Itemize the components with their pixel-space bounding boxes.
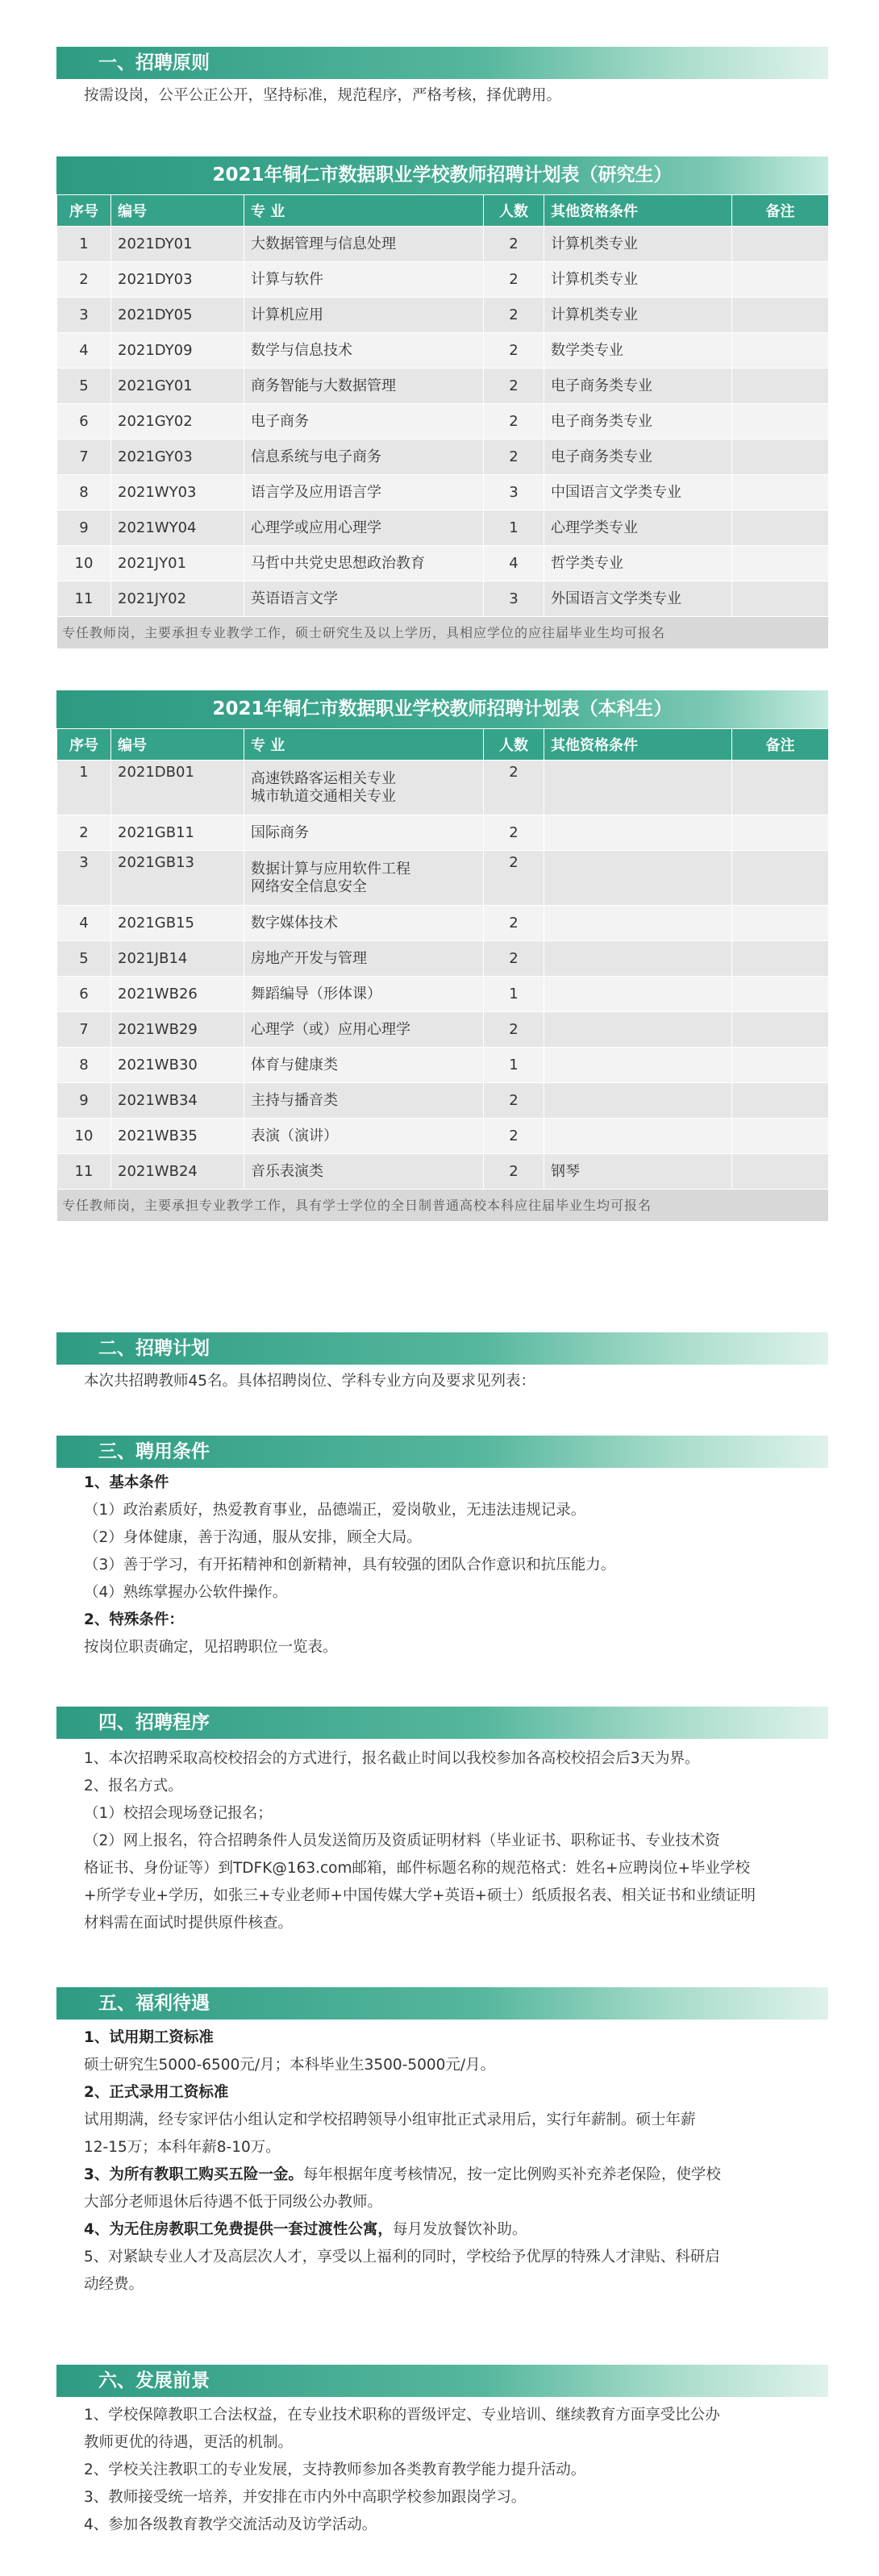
table-row: [57, 1154, 829, 1190]
cell-col-index: 10: [57, 1119, 111, 1154]
procedure-text: [84, 1745, 826, 1937]
procedure-line: 2、报名方式。: [84, 1778, 183, 1794]
table-row: [57, 761, 829, 815]
cell-col-code: 2021WB35: [111, 1119, 244, 1154]
cell-col-code: 2021DB01: [111, 761, 244, 815]
table-row: [57, 298, 829, 333]
cell-col-code: 2021WB26: [111, 977, 244, 1012]
cell-col-remarks: [732, 511, 829, 546]
benefits-line: 动经费。: [84, 2276, 144, 2293]
benefits-line: 大部分老师退休后待遇不低于同级公办教师。: [84, 2194, 383, 2211]
cell-col-conditions: 计算机类专业: [544, 298, 732, 333]
benefits-bold: 4、为无住房教职工免费提供一套过渡性公寓，: [84, 2221, 393, 2238]
conditions-text: [84, 1469, 826, 1661]
procedure-line: +所学专业+学历，如张三+专业老师+中国传媒大学+英语+硕士）纸质报名表、相关证书和业绩证明: [84, 1887, 756, 1904]
prospects-line: 4、参加各级教育教学交流活动及访学活动。: [84, 2516, 377, 2533]
table-row: [57, 1048, 829, 1083]
cell-col-conditions: [544, 1083, 732, 1119]
cell-col-index: 7: [57, 440, 111, 475]
cell-col-count: 3: [484, 475, 544, 511]
table-footer-note: 专任教师岗，主要承担专业教学工作，具有学士学位的全日制普通高校本科应往届毕业生均可报名: [57, 1190, 829, 1222]
cell-col-conditions: 电子商务类专业: [544, 404, 732, 440]
procedure-line: 格证书、身份证等）到TDFK@163.com邮箱，邮件标题名称的规范格式：姓名+应聘岗位+毕业学校: [84, 1860, 751, 1877]
section-title-plan: 二、招聘计划: [56, 1332, 828, 1365]
cell-col-major: 计算机应用: [244, 298, 484, 333]
table-row: [57, 1119, 829, 1154]
cell-col-count: 2: [484, 333, 544, 369]
cell-col-major: 商务智能与大数据管理: [244, 369, 484, 404]
principles-line: 按需设岗，公平公正公开，坚持标准，规范程序，严格考核，择优聘用。: [84, 87, 562, 104]
section-title-principles: 一、招聘原则: [56, 47, 828, 79]
cell-col-count: 2: [484, 941, 544, 977]
cell-col-major: 计算与软件: [244, 262, 484, 298]
cell-col-index: 3: [57, 851, 111, 906]
cell-col-code: 2021WB24: [111, 1154, 244, 1190]
cell-col-index: 9: [57, 1083, 111, 1119]
cell-col-count: 2: [484, 906, 544, 941]
header-col-conditions: 其他资格条件: [544, 195, 732, 227]
cell-col-count: 2: [484, 851, 544, 906]
cell-col-count: 2: [484, 1012, 544, 1048]
cell-col-code: 2021JB14: [111, 941, 244, 977]
benefits-line: 1、试用期工资标准: [84, 2029, 214, 2046]
table-row: [57, 227, 829, 262]
cell-col-remarks: [732, 440, 829, 475]
section-title-procedure: 四、招聘程序: [56, 1707, 828, 1739]
table-row: [57, 546, 829, 581]
cell-col-index: 5: [57, 369, 111, 404]
cell-col-code: 2021WB30: [111, 1048, 244, 1083]
benefits-line: 5、对紧缺专业人才及高层次人才，享受以上福利的同时，学校给予优厚的特殊人才津贴、科研启: [84, 2249, 720, 2265]
cell-col-major: 马哲中共党史思想政治教育: [244, 546, 484, 581]
cell-col-conditions: [544, 1012, 732, 1048]
header-col-index: 序号: [57, 729, 111, 761]
plan-text: [84, 1368, 826, 1395]
table-row: [57, 475, 829, 511]
cell-col-major: 房地产开发与管理: [244, 941, 484, 977]
cell-col-code: 2021WY04: [111, 511, 244, 546]
table-row: [57, 511, 829, 546]
table-row: [57, 815, 829, 851]
cell-col-count: 2: [484, 298, 544, 333]
cell-col-conditions: [544, 1048, 732, 1083]
benefits-bold: 3、为所有教职工购买五险一金。: [84, 2166, 303, 2183]
cell-col-code: 2021WY03: [111, 475, 244, 511]
cell-col-conditions: 计算机类专业: [544, 262, 732, 298]
cell-col-code: 2021GY02: [111, 404, 244, 440]
cell-col-code: 2021JY01: [111, 546, 244, 581]
table-row: [57, 262, 829, 298]
conditions-line: （3）善于学习，有开拓精神和创新精神，具有较强的团队合作意识和抗压能力。: [84, 1557, 616, 1574]
conditions-line: 按岗位职责确定，见招聘职位一览表。: [84, 1639, 338, 1656]
cell-col-major: 数学与信息技术: [244, 333, 484, 369]
cell-col-index: 8: [57, 1048, 111, 1083]
cell-col-conditions: [544, 815, 732, 851]
cell-col-major: 心理学或应用心理学: [244, 511, 484, 546]
procedure-line: 1、本次招聘采取高校校招会的方式进行，报名截止时间以我校参加各高校校招会后3天为界。: [84, 1750, 700, 1767]
cell-col-major: 音乐表演类: [244, 1154, 484, 1190]
cell-col-count: 2: [484, 1154, 544, 1190]
cell-col-conditions: 数学类专业: [544, 333, 732, 369]
cell-col-index: 11: [57, 1154, 111, 1190]
cell-col-remarks: [732, 262, 829, 298]
cell-col-conditions: [544, 977, 732, 1012]
cell-col-major: 国际商务: [244, 815, 484, 851]
cell-col-index: 2: [57, 815, 111, 851]
cell-col-index: 6: [57, 977, 111, 1012]
cell-col-index: 4: [57, 333, 111, 369]
cell-col-code: 2021GB11: [111, 815, 244, 851]
cell-col-major: 表演（演讲）: [244, 1119, 484, 1154]
cell-col-remarks: [732, 475, 829, 511]
benefits-line: 2、正式录用工资标准: [84, 2084, 229, 2101]
cell-col-conditions: [544, 761, 732, 815]
cell-col-remarks: [732, 546, 829, 581]
cell-col-major: 体育与健康类: [244, 1048, 484, 1083]
cell-col-conditions: [544, 906, 732, 941]
cell-col-remarks: [732, 581, 829, 617]
cell-col-index: 10: [57, 546, 111, 581]
cell-col-conditions: 电子商务类专业: [544, 440, 732, 475]
table-footer-row: [57, 1190, 829, 1222]
cell-col-code: 2021JY02: [111, 581, 244, 617]
header-col-remarks: 备注: [732, 195, 829, 227]
cell-col-index: 5: [57, 941, 111, 977]
cell-col-conditions: 中国语言文学类专业: [544, 475, 732, 511]
postgrad-plan-table: [56, 156, 828, 649]
procedure-line: 材料需在面试时提供原件核查。: [84, 1915, 294, 1932]
cell-col-count: 2: [484, 227, 544, 262]
benefits-line: [84, 2161, 826, 2189]
cell-col-code: 2021GB15: [111, 906, 244, 941]
benefits-line: 硕士研究生5000-6500元/月；本科毕业生3500-5000元/月。: [84, 2057, 496, 2074]
cell-col-remarks: [732, 1048, 829, 1083]
conditions-line: （2）身体健康，善于沟通，服从安排，顾全大局。: [84, 1529, 422, 1546]
cell-col-code: 2021DY09: [111, 333, 244, 369]
prospects-line: 教师更优的待遇，更活的机制。: [84, 2434, 294, 2451]
cell-col-major: 电子商务: [244, 404, 484, 440]
header-col-conditions: 其他资格条件: [544, 729, 732, 761]
cell-col-remarks: [732, 1012, 829, 1048]
cell-col-index: 7: [57, 1012, 111, 1048]
table-row: [57, 1083, 829, 1119]
cell-col-major: 数据计算与应用软件工程 网络安全信息安全: [244, 851, 484, 906]
cell-col-major: 舞蹈编导（形体课）: [244, 977, 484, 1012]
cell-col-conditions: [544, 851, 732, 906]
table-row: [57, 977, 829, 1012]
cell-col-index: 8: [57, 475, 111, 511]
header-col-count: 人数: [484, 729, 544, 761]
cell-col-major: 心理学（或）应用心理学: [244, 1012, 484, 1048]
procedure-line: （1）校招会现场登记报名；: [84, 1805, 273, 1822]
table-row: [57, 906, 829, 941]
cell-col-remarks: [732, 977, 829, 1012]
header-col-major: 专 业: [244, 195, 484, 227]
table-row: [57, 333, 829, 369]
cell-col-code: 2021DY05: [111, 298, 244, 333]
table-header-row: [57, 729, 829, 761]
cell-col-remarks: [732, 941, 829, 977]
header-col-major: 专 业: [244, 729, 484, 761]
cell-col-index: 4: [57, 906, 111, 941]
cell-col-major: 主持与播音类: [244, 1083, 484, 1119]
benefits-text: [84, 2024, 826, 2299]
section-title-benefits: 五、福利待遇: [56, 1987, 828, 2020]
cell-col-index: 1: [57, 227, 111, 262]
prospects-line: 2、学校关注教职工的专业发展，支持教师参加各类教育教学能力提升活动。: [84, 2461, 586, 2478]
cell-col-index: 11: [57, 581, 111, 617]
table-row: [57, 369, 829, 404]
table-row: [57, 440, 829, 475]
conditions-line: （1）政治素质好，热爱教育事业，品德端正，爱岗敬业，无违法违规记录。: [84, 1502, 586, 1519]
prospects-text: [84, 2402, 826, 2539]
cell-col-major: 英语语言文学: [244, 581, 484, 617]
cell-col-remarks: [732, 298, 829, 333]
cell-col-count: 1: [484, 511, 544, 546]
cell-col-remarks: [732, 1083, 829, 1119]
conditions-line: （4）熟练掌握办公软件操作。: [84, 1584, 288, 1601]
cell-col-count: 1: [484, 1048, 544, 1083]
cell-col-code: 2021GB13: [111, 851, 244, 906]
cell-col-remarks: [732, 369, 829, 404]
table-footer-row: [57, 617, 829, 649]
cell-col-code: 2021DY03: [111, 262, 244, 298]
header-col-index: 序号: [57, 195, 111, 227]
conditions-line: 2、特殊条件：: [84, 1611, 184, 1628]
cell-col-conditions: 心理学类专业: [544, 511, 732, 546]
benefits-rest: 每月发放餐饮补助。: [392, 2221, 527, 2238]
table-footer-note: 专任教师岗，主要承担专业教学工作，硕士研究生及以上学历，具相应学位的应往届毕业生均可报名: [57, 617, 829, 649]
cell-col-count: 2: [484, 262, 544, 298]
cell-col-conditions: 计算机类专业: [544, 227, 732, 262]
header-col-count: 人数: [484, 195, 544, 227]
table-row: [57, 581, 829, 617]
cell-col-major: 信息系统与电子商务: [244, 440, 484, 475]
cell-col-count: 2: [484, 404, 544, 440]
cell-col-index: 3: [57, 298, 111, 333]
cell-col-index: 2: [57, 262, 111, 298]
cell-col-remarks: [732, 815, 829, 851]
prospects-line: 3、教师接受统一培养，并安排在市内外中高职学校参加跟岗学习。: [84, 2489, 527, 2506]
cell-col-conditions: [544, 941, 732, 977]
cell-col-conditions: 钢琴: [544, 1154, 732, 1190]
cell-col-remarks: [732, 1119, 829, 1154]
section-title-prospects: 六、发展前景: [56, 2365, 828, 2397]
cell-col-conditions: 哲学类专业: [544, 546, 732, 581]
cell-col-conditions: [544, 1119, 732, 1154]
table-row: [57, 404, 829, 440]
header-col-code: 编号: [111, 729, 244, 761]
cell-col-count: 4: [484, 546, 544, 581]
benefits-rest: 每年根据年度考核情况，按一定比例购买补充养老保险，使学校: [302, 2166, 721, 2183]
cell-col-major: 语言学及应用语言学: [244, 475, 484, 511]
table-row: [57, 1012, 829, 1048]
cell-col-code: 2021WB34: [111, 1083, 244, 1119]
cell-col-remarks: [732, 761, 829, 815]
undergrad-plan-table: [56, 690, 828, 1222]
section-title-conditions: 三、聘用条件: [56, 1436, 828, 1468]
cell-col-remarks: [732, 851, 829, 906]
principles-text: [84, 82, 826, 110]
cell-col-code: 2021DY01: [111, 227, 244, 262]
procedure-line: （2）网上报名，符合招聘条件人员发送简历及资质证明材料（毕业证书、职称证书、专业技术资: [84, 1832, 720, 1849]
cell-col-major: 数字媒体技术: [244, 906, 484, 941]
cell-col-remarks: [732, 1154, 829, 1190]
conditions-line: 1、基本条件: [84, 1474, 169, 1491]
cell-col-conditions: 外国语言文学类专业: [544, 581, 732, 617]
table-title: 2021年铜仁市数据职业学校教师招聘计划表（研究生）: [56, 156, 828, 194]
benefits-line: [84, 2216, 826, 2244]
cell-col-remarks: [732, 227, 829, 262]
header-col-code: 编号: [111, 195, 244, 227]
header-col-remarks: 备注: [732, 729, 829, 761]
table-row: [57, 851, 829, 906]
benefits-line: 试用期满，经专家评估小组认定和学校招聘领导小组审批正式录用后，实行年薪制。硕士年薪: [84, 2111, 696, 2128]
cell-col-code: 2021GY03: [111, 440, 244, 475]
table-header-row: [57, 195, 829, 227]
table-title: 2021年铜仁市数据职业学校教师招聘计划表（本科生）: [56, 690, 828, 728]
prospects-line: 1、学校保障教职工合法权益，在专业技术职称的晋级评定、专业培训、继续教育方面享受比公办: [84, 2407, 720, 2424]
cell-col-conditions: 电子商务类专业: [544, 369, 732, 404]
cell-col-index: 1: [57, 761, 111, 815]
cell-col-count: 2: [484, 369, 544, 404]
cell-col-code: 2021GY01: [111, 369, 244, 404]
cell-col-count: 2: [484, 1083, 544, 1119]
plan-line: 本次共招聘教师45名。具体招聘岗位、学科专业方向及要求见列表：: [84, 1373, 536, 1390]
cell-col-count: 1: [484, 977, 544, 1012]
cell-col-index: 6: [57, 404, 111, 440]
cell-col-count: 3: [484, 581, 544, 617]
cell-col-count: 2: [484, 761, 544, 815]
cell-col-major: 高速铁路客运相关专业 城市轨道交通相关专业: [244, 761, 484, 815]
cell-col-remarks: [732, 404, 829, 440]
cell-col-remarks: [732, 906, 829, 941]
cell-col-count: 2: [484, 815, 544, 851]
cell-col-count: 2: [484, 1119, 544, 1154]
cell-col-remarks: [732, 333, 829, 369]
table-row: [57, 941, 829, 977]
cell-col-index: 9: [57, 511, 111, 546]
cell-col-code: 2021WB29: [111, 1012, 244, 1048]
benefits-line: 12-15万；本科年薪8-10万。: [84, 2139, 281, 2156]
cell-col-count: 2: [484, 440, 544, 475]
cell-col-major: 大数据管理与信息处理: [244, 227, 484, 262]
